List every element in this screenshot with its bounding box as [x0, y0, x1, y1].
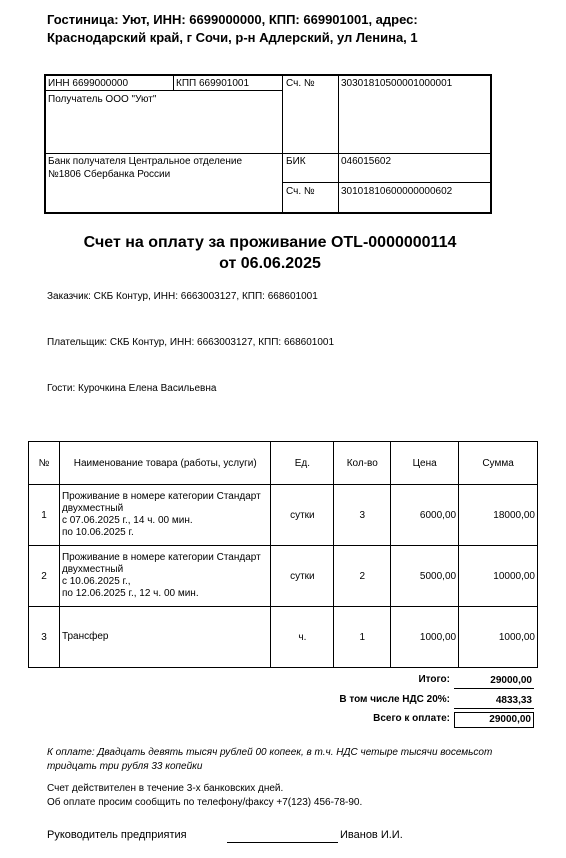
row-description-line: Проживание в номере категории Стандарт	[61, 491, 261, 502]
row-description-line: двухместный	[61, 564, 124, 575]
signature-role: Руководитель предприятия	[47, 829, 187, 841]
col-header-sum: Сумма	[459, 442, 538, 485]
bik-value: 046015602	[341, 156, 392, 167]
col-header-price: Цена	[391, 442, 459, 485]
row-price: 6000,00	[391, 485, 459, 546]
contact-note: Об оплате просим сообщить по телефону/факсу +7(123) 456-78-90.	[47, 797, 363, 808]
recipient-kpp: КПП 669901001	[176, 78, 250, 89]
amount-in-words	[47, 746, 492, 774]
amount-in-words-line2: тридцать три рубля 33 копейки	[47, 761, 203, 772]
items-table	[28, 441, 538, 668]
invoice-title-line1: Счет на оплату за проживание OTL-0000000114	[83, 234, 457, 251]
hotel-header	[47, 11, 418, 47]
row-unit: ч.	[271, 607, 334, 668]
row-description-line: по 10.06.2025 г.	[61, 527, 134, 538]
payment-terms	[47, 782, 362, 810]
col-header-number: №	[29, 442, 60, 485]
items-table-header	[29, 442, 538, 485]
row-number: 3	[29, 607, 60, 668]
table-row	[29, 485, 538, 546]
row-price: 1000,00	[391, 607, 459, 668]
hotel-header-line2: Краснодарский край, г Сочи, р-н Адлерский, ул Ленина, 1	[47, 30, 418, 45]
vat-label: В том числе НДС 20%:	[339, 694, 450, 705]
total-label: Итого:	[418, 674, 450, 685]
row-description	[59, 485, 271, 546]
corr-account-number: 30101810600000000602	[341, 186, 453, 197]
invoice-title-date: от 06.06.2025	[219, 255, 321, 272]
vat-underline	[454, 708, 534, 709]
row-qty: 3	[334, 485, 391, 546]
row-description-line: Проживание в номере категории Стандарт	[61, 552, 261, 563]
recipient-name: Получатель ООО "Уют"	[48, 94, 157, 105]
bik-label: БИК	[286, 156, 306, 167]
col-header-qty: Кол-во	[334, 442, 391, 485]
amount-due-label: Всего к оплате:	[373, 713, 450, 724]
customer-info: Заказчик: СКБ Контур, ИНН: 6663003127, КПП: 668601001	[47, 291, 318, 302]
col-header-unit: Ед.	[271, 442, 334, 485]
guests-info: Гости: Курочкина Елена Васильевна	[47, 383, 217, 394]
row-unit: сутки	[271, 485, 334, 546]
row-description	[59, 546, 271, 607]
row-number: 1	[29, 485, 60, 546]
total-underline	[454, 688, 534, 689]
validity-note: Счет действителен в течение 3-х банковских дней.	[47, 783, 284, 794]
row-number: 2	[29, 546, 60, 607]
row-sum: 1000,00	[459, 607, 538, 668]
recipient-inn: ИНН 6699000000	[48, 78, 129, 89]
bank-details-box	[44, 74, 492, 214]
row-price: 5000,00	[391, 546, 459, 607]
row-qty: 2	[334, 546, 391, 607]
bank-divider-horizontal	[46, 153, 490, 154]
signature-line	[227, 842, 338, 843]
bank-name-line1: Банк получателя Центральное отделение	[48, 156, 243, 167]
amount-due-value: 29000,00	[454, 712, 534, 728]
bank-name-line2: №1806 Сбербанка России	[48, 169, 171, 180]
bank-divider-inn-kpp	[173, 76, 174, 90]
row-description-line: Трансфер	[61, 631, 109, 642]
row-unit: сутки	[271, 546, 334, 607]
account-number: 30301810500001000001	[341, 78, 453, 89]
amount-in-words-line1: К оплате: Двадцать девять тысяч рублей 00 копеек, в т.ч. НДС четыре тысячи восемьсот	[47, 747, 493, 758]
payer-info: Плательщик: СКБ Контур, ИНН: 6663003127, КПП: 668601001	[47, 337, 335, 348]
table-row	[29, 607, 538, 668]
table-row	[29, 546, 538, 607]
account-label: Сч. №	[286, 78, 315, 89]
row-sum: 18000,00	[459, 485, 538, 546]
corr-account-label: Сч. №	[286, 186, 315, 197]
row-sum: 10000,00	[459, 546, 538, 607]
bank-divider-vertical	[338, 76, 339, 212]
row-description-line: с 10.06.2025 г.,	[61, 576, 131, 587]
row-description	[59, 607, 271, 668]
row-description-line: по 12.06.2025 г., 12 ч. 00 мин.	[61, 588, 199, 599]
bank-divider-horizontal	[282, 182, 490, 183]
col-header-name: Наименование товара (работы, услуги)	[59, 442, 271, 485]
vat-value: 4833,33	[495, 695, 532, 706]
row-qty: 1	[334, 607, 391, 668]
total-value: 29000,00	[490, 675, 532, 686]
row-description-line: с 07.06.2025 г., 14 ч. 00 мин.	[61, 515, 193, 526]
signature-name: Иванов И.И.	[340, 829, 403, 841]
bank-divider-horizontal	[46, 90, 282, 91]
bank-divider-vertical	[282, 76, 283, 212]
row-description-line: двухместный	[61, 503, 124, 514]
hotel-header-line1: Гостиница: Уют, ИНН: 6699000000, КПП: 669901001, адрес:	[47, 12, 418, 27]
